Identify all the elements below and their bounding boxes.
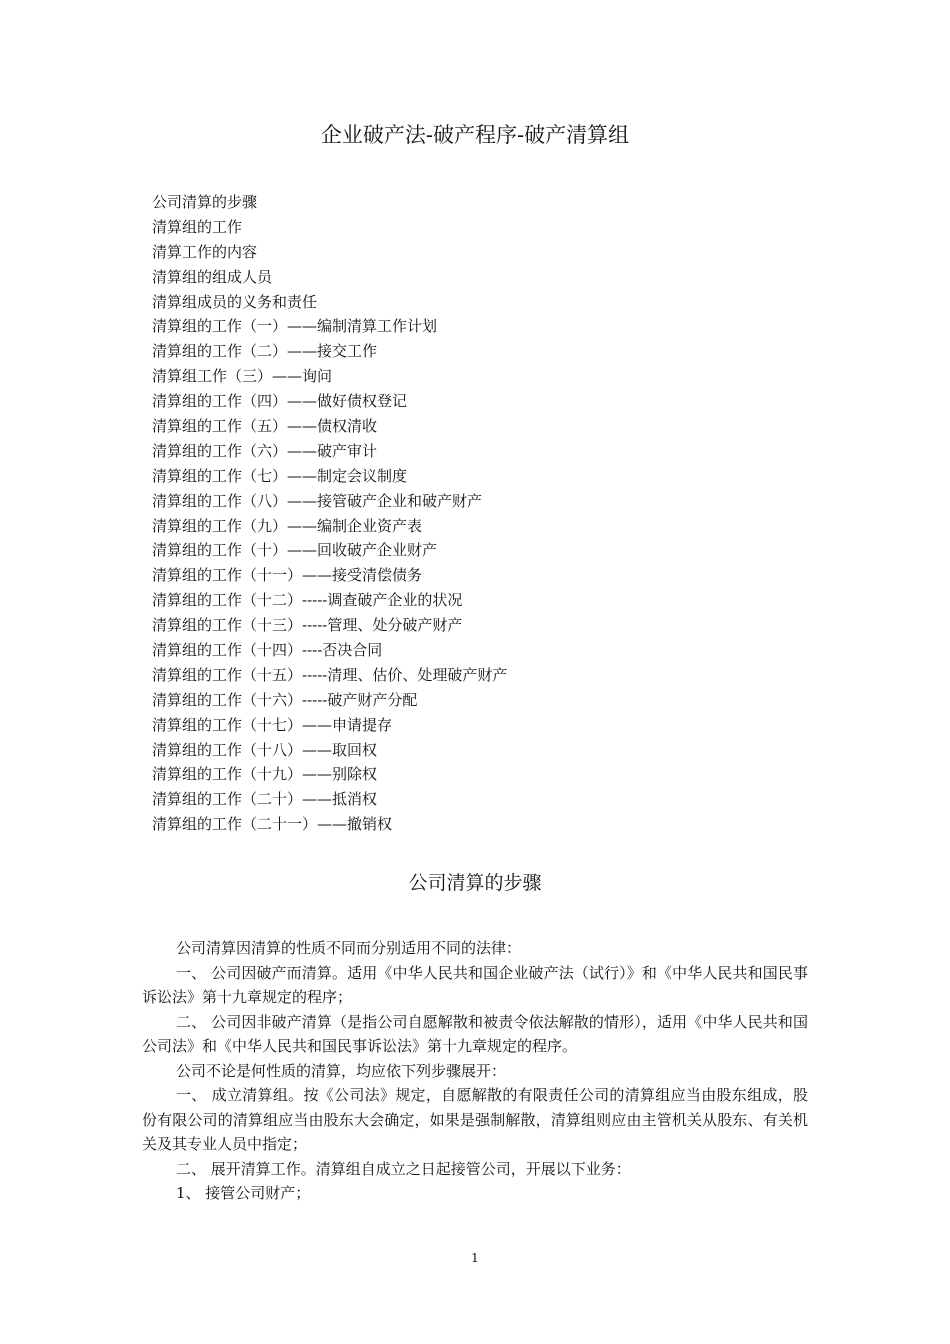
toc-item: 清算组的工作（十四）----否决合同 [152,641,383,660]
toc-item: 清算组的工作（十七）——申请提存 [152,715,393,734]
toc-item: 清算组的工作（十八）——取回权 [152,740,378,759]
paragraph: 二、 公司因非破产清算（是指公司自愿解散和被责令依法解散的情形），适用《中华人民共和国公司法》和《中华人民共和国民事诉讼法》第十九章规定的程序。 [142,1012,808,1055]
paragraph: 公司清算因清算的性质不同而分别适用不同的法律： [176,939,522,957]
toc-item: 清算组的工作（十一）——接受清偿债务 [152,566,423,585]
toc-item: 清算组成员的义务和责任 [152,292,318,311]
paragraph: 一、 成立清算组。按《公司法》规定，自愿解散的有限责任公司的清算组应当由股东组成，股份有限公司的清算组应当由股东大会确定，如果是强制解散，清算组则应由主管机关从股东、有关机关及其专业人员中指定； [142,1086,808,1153]
toc-item: 清算组的工作（一）——编制清算工作计划 [152,317,438,336]
toc-item: 清算组的工作（十五）-----清理、估价、处理破产财产 [152,665,508,684]
toc-item: 公司清算的步骤 [152,193,258,211]
document-title: 企业破产法-破产程序-破产清算组 [320,123,630,147]
toc-item: 清算组的工作 [152,217,243,236]
toc-item: 清算组的工作（九）——编制企业资产表 [152,516,423,535]
toc-item: 清算组的工作（五）——债权清收 [152,417,378,436]
toc-item: 清算组的工作（十二）-----调查破产企业的状况 [152,591,463,610]
section-title: 公司清算的步骤 [408,872,542,894]
toc-item: 清算工作的内容 [152,242,258,261]
toc-item: 清算组的工作（十）——回收破产企业财产 [152,541,438,560]
paragraph: 二、 展开清算工作。清算组自成立之日起接管公司，开展以下业务： [176,1159,631,1178]
body-text [142,936,808,1206]
paragraph: 1、 接管公司财产； [176,1184,311,1202]
toc-item: 清算组的工作（二十一）——撤销权 [152,815,393,834]
toc-item: 清算组的工作（七）——制定会议制度 [152,466,408,485]
toc-item: 清算组的工作（十六）-----破产财产分配 [152,690,418,709]
toc-item: 清算组的组成人员 [152,267,273,286]
toc-item: 清算组的工作（十九）——别除权 [152,765,378,784]
paragraph: 公司不论是何性质的清算，均应依下列步骤展开： [176,1061,507,1080]
toc-item: 清算组工作（三）——询问 [152,367,333,386]
paragraph: 一、 公司因破产而清算。适用《中华人民共和国企业破产法（试行）》和《中华人民共和国民事诉讼法》第十九章规定的程序； [142,963,808,1006]
toc-item: 清算组的工作（二十）——抵消权 [152,790,378,809]
table-of-contents [152,190,507,837]
toc-item: 清算组的工作（二）——接交工作 [152,342,378,361]
toc-item: 清算组的工作（八）——接管破产企业和破产财产 [152,491,483,510]
page-number: 1 [471,1251,479,1265]
toc-item: 清算组的工作（六）——破产审计 [152,441,378,460]
toc-item: 清算组的工作（十三）-----管理、处分破产财产 [152,616,463,635]
toc-item: 清算组的工作（四）——做好债权登记 [152,392,408,411]
